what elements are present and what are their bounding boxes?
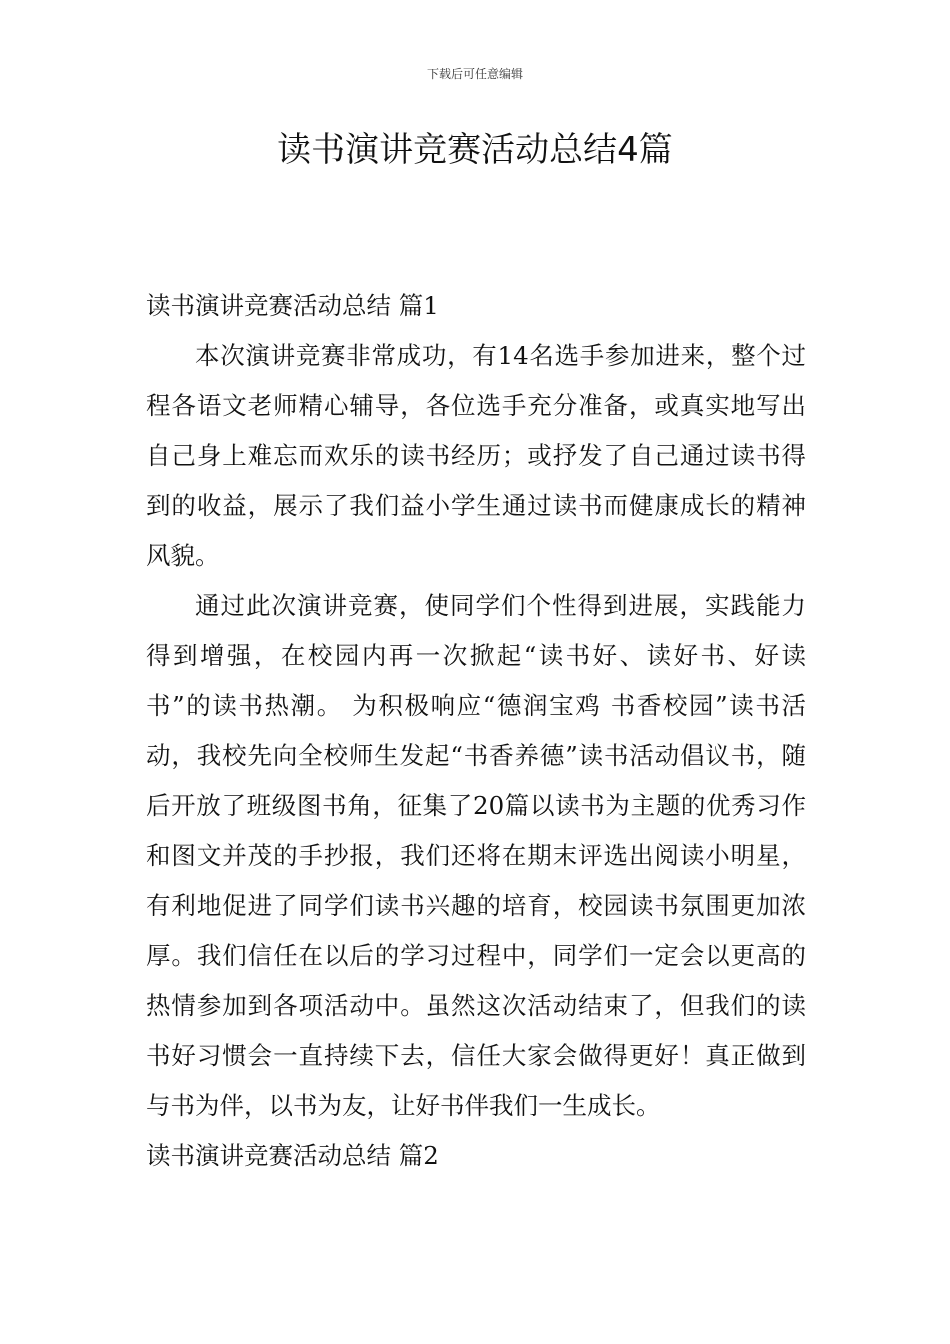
page-header-note: 下载后可任意编辑 — [426, 67, 523, 81]
section-heading-2: 读书演讲竞赛活动总结 篇2 — [146, 1141, 439, 1170]
paragraph-2: 通过此次演讲竞赛，使同学们个性得到进展，实践能力得到增强，在校园内再一次掀起“读书好、读好书、好读书”的读书热潮。 为积极响应“德润宝鸡 书香校园”读书活动，我校先向全校师生发起“书香养德”读书活动倡议书，随后开放了班级图书角，征集了20篇以读书为主题的优秀习作和图文并茂的手抄报，我们还将在期末评选出阅读小明星，有利地促进了同学们读书兴趣的培育，校园读书氛围更加浓厚。我们信任在以后的学习过程中，同学们一定会以更高的热情参加到各项活动中。虽然这次活动结束了，但我们的读书好习惯会一直持续下去，信任大家会做得更好！真正做到与书为伴，以书为友，让好书伴我们一生成长。 — [146, 591, 806, 1120]
document-title: 读书演讲竞赛活动总结4篇 — [277, 130, 673, 170]
document-body — [146, 281, 806, 1181]
section-heading-1: 读书演讲竞赛活动总结 篇1 — [146, 291, 439, 320]
paragraph-1: 本次演讲竞赛非常成功，有14名选手参加进来，整个过程各语文老师精心辅导，各位选手充分准备，或真实地写出自己身上难忘而欢乐的读书经历；或抒发了自己通过读书得到的收益，展示了我们益小学生通过读书而健康成长的精神风貌。 — [146, 341, 806, 570]
